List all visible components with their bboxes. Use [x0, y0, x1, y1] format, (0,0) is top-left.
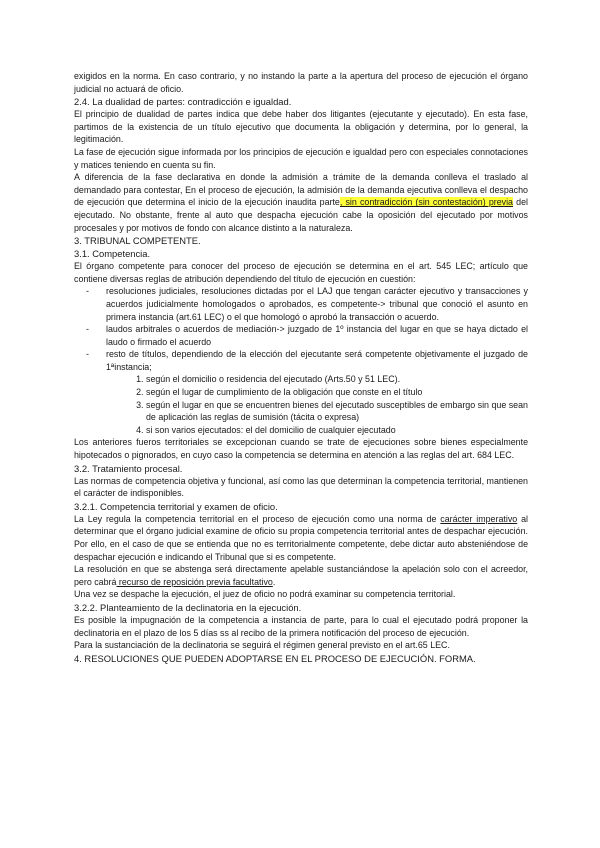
- list-item: - laudos arbitrales o acuerdos de mediación-> juzgado de 1º instancia del lugar en que se haya dictado el laudo o firmado el acuerdo: [106, 323, 528, 348]
- heading-3-2-1: 3.2.1. Competencia territorial y examen de oficio.: [74, 500, 278, 512]
- paragraph-ley-end: al determinar que el órgano judicial examine de oficio su propia competencia territorial antes de despachar ejecución. Por ello, en el caso de que se entienda que no es territorialmente competente, debe dictar auto absteniéndose de despachar ejecución e indicando el Tribunal que si es competente.: [74, 513, 529, 562]
- heading-3-2: 3.2. Tratamiento procesal.: [74, 462, 183, 474]
- heading-2-4: 2.4. La dualidad de partes: contradicción e igualdad.: [74, 96, 292, 108]
- list-item: - resto de títulos, dependiendo de la elección del ejecutante será competente objetivamente el juzgado de 1ªinstancia;: [106, 348, 528, 373]
- paragraph-impugnacion: Es posible la impugnación de la competencia a instancia de parte, para lo cual el ejecutado podrá proponer la declinatoria en el plazo de los 5 días ss al recibo de la primera notificación del proceso de ejecución.: [74, 614, 528, 638]
- heading-3-2-2: 3.2.2. Planteamiento de la declinatoria en la ejecución.: [74, 601, 302, 613]
- paragraph-una-vez: Una vez se despache la ejecución, el juez de oficio no podrá examinar su competencia territorial.: [74, 589, 456, 600]
- paragraph-sustanciacion: Para la sustanciación de la declinatoria se seguirá el régimen general previsto en el art.65 LEC.: [74, 640, 450, 651]
- list-item: - resoluciones judiciales, resoluciones dictadas por el LAJ que tengan carácter ejecutivo y transacciones y acuerdos judicialmente homologados o aprobados, es competente-> tribunal que conoció el asunto en primera instancia (art.61 LEC) o el que homologó o aprobó la transacción o acuerdo.: [106, 285, 528, 323]
- highlighted-text: , sin contradicción (sin contestación) previa: [339, 197, 513, 208]
- heading-3-1: 3.1. Competencia.: [74, 248, 151, 260]
- paragraph-dualidad-1: El principio de dualidad de partes indica que debe haber dos litigantes (ejecutante y ejecutado). En esta fase, partimos de la existencia de un título ejecutivo que documenta la obligación y determina, por lo general, la legitimación.: [74, 109, 528, 145]
- paragraph-competencia: El órgano competente para conocer del proceso de ejecución se determina en el art. 545 LEC; artículo que contiene diversas reglas de atribución dependiendo del título de ejecución en cuestión:: [74, 261, 528, 284]
- paragraph-intro-continuation: exigidos en la norma. En caso contrario, y no instando la parte a la apertura del proceso de ejecución el órgano judicial no actuará de oficio.: [74, 71, 528, 94]
- paragraph-dualidad-3-start: A diferencia de la fase declarativa en donde la admisión a trámite de la demanda conlleva el traslado al demandado para contestar, En el proceso de ejecución, la admisión de la demanda ejecutiva conlleva el despacho de ejecución que determina el inicio de la ejecución inaudita parte: [74, 172, 528, 208]
- paragraph-resolucion: [74, 563, 528, 588]
- paragraph-dualidad-3-end: del ejecutado. No obstante, frente al auto que despacha ejecución cabe la oposición del ejecutado por motivos procesales y por motivos de fondo con alcance distinto a la naturaleza.: [74, 197, 528, 233]
- list-item: 2. según el lugar de cumplimiento de la obligación que conste en el título: [146, 386, 528, 399]
- underlined-text: carácter imperativo: [440, 513, 518, 524]
- paragraph-dualidad-2: La fase de ejecución sigue informada por los principios de ejecución e igualdad pero con especiales connotaciones y matices teniendo en cuenta su fin.: [74, 146, 528, 170]
- paragraph-ley: [74, 513, 528, 563]
- paragraph-ley-start: La Ley regula la competencia territorial en el proceso de ejecución como una norma de: [74, 513, 441, 524]
- paragraph-dualidad-3: [74, 171, 528, 234]
- paragraph-tratamiento: Las normas de competencia objetiva y funcional, así como las que determinan la competencia territorial, mantienen el carácter de indisponibles.: [74, 475, 528, 499]
- list-item: 1. según el domicilio o residencia del ejecutado (Arts.50 y 51 LEC).: [146, 373, 528, 386]
- heading-4: 4. RESOLUCIONES QUE PUEDEN ADOPTARSE EN EL PROCESO DE EJECUCIÓN. FORMA.: [74, 652, 476, 664]
- paragraph-fueros: Los anteriores fueros territoriales se excepcionan cuando se trate de ejecuciones sobre bienes especialmente hipotecados o pignorados, en cuyo caso la competencia se determina en atención a las reglas del art. 684 LEC.: [74, 437, 528, 461]
- dash-list: [74, 285, 528, 373]
- underlined-text: recurso de reposición previa facultativo: [116, 576, 273, 587]
- paragraph-resolucion-start: La resolución en que se abstenga será directamente apelable sustanciándose la apelación solo con el acreedor, pero cabrá: [74, 564, 528, 587]
- paragraph-resolucion-end: .: [272, 576, 276, 587]
- heading-3: 3. TRIBUNAL COMPETENTE.: [74, 235, 201, 247]
- list-item: 3. según el lugar en que se encuentren bienes del ejecutado susceptibles de embargo sin que sean de aplicación las reglas de sumisión (tácita o expresa): [146, 399, 528, 424]
- numbered-list: [74, 373, 528, 436]
- list-item: 4. si son varios ejecutados: el del domicilio de cualquier ejecutado: [146, 424, 528, 437]
- document-page: [74, 70, 528, 665]
